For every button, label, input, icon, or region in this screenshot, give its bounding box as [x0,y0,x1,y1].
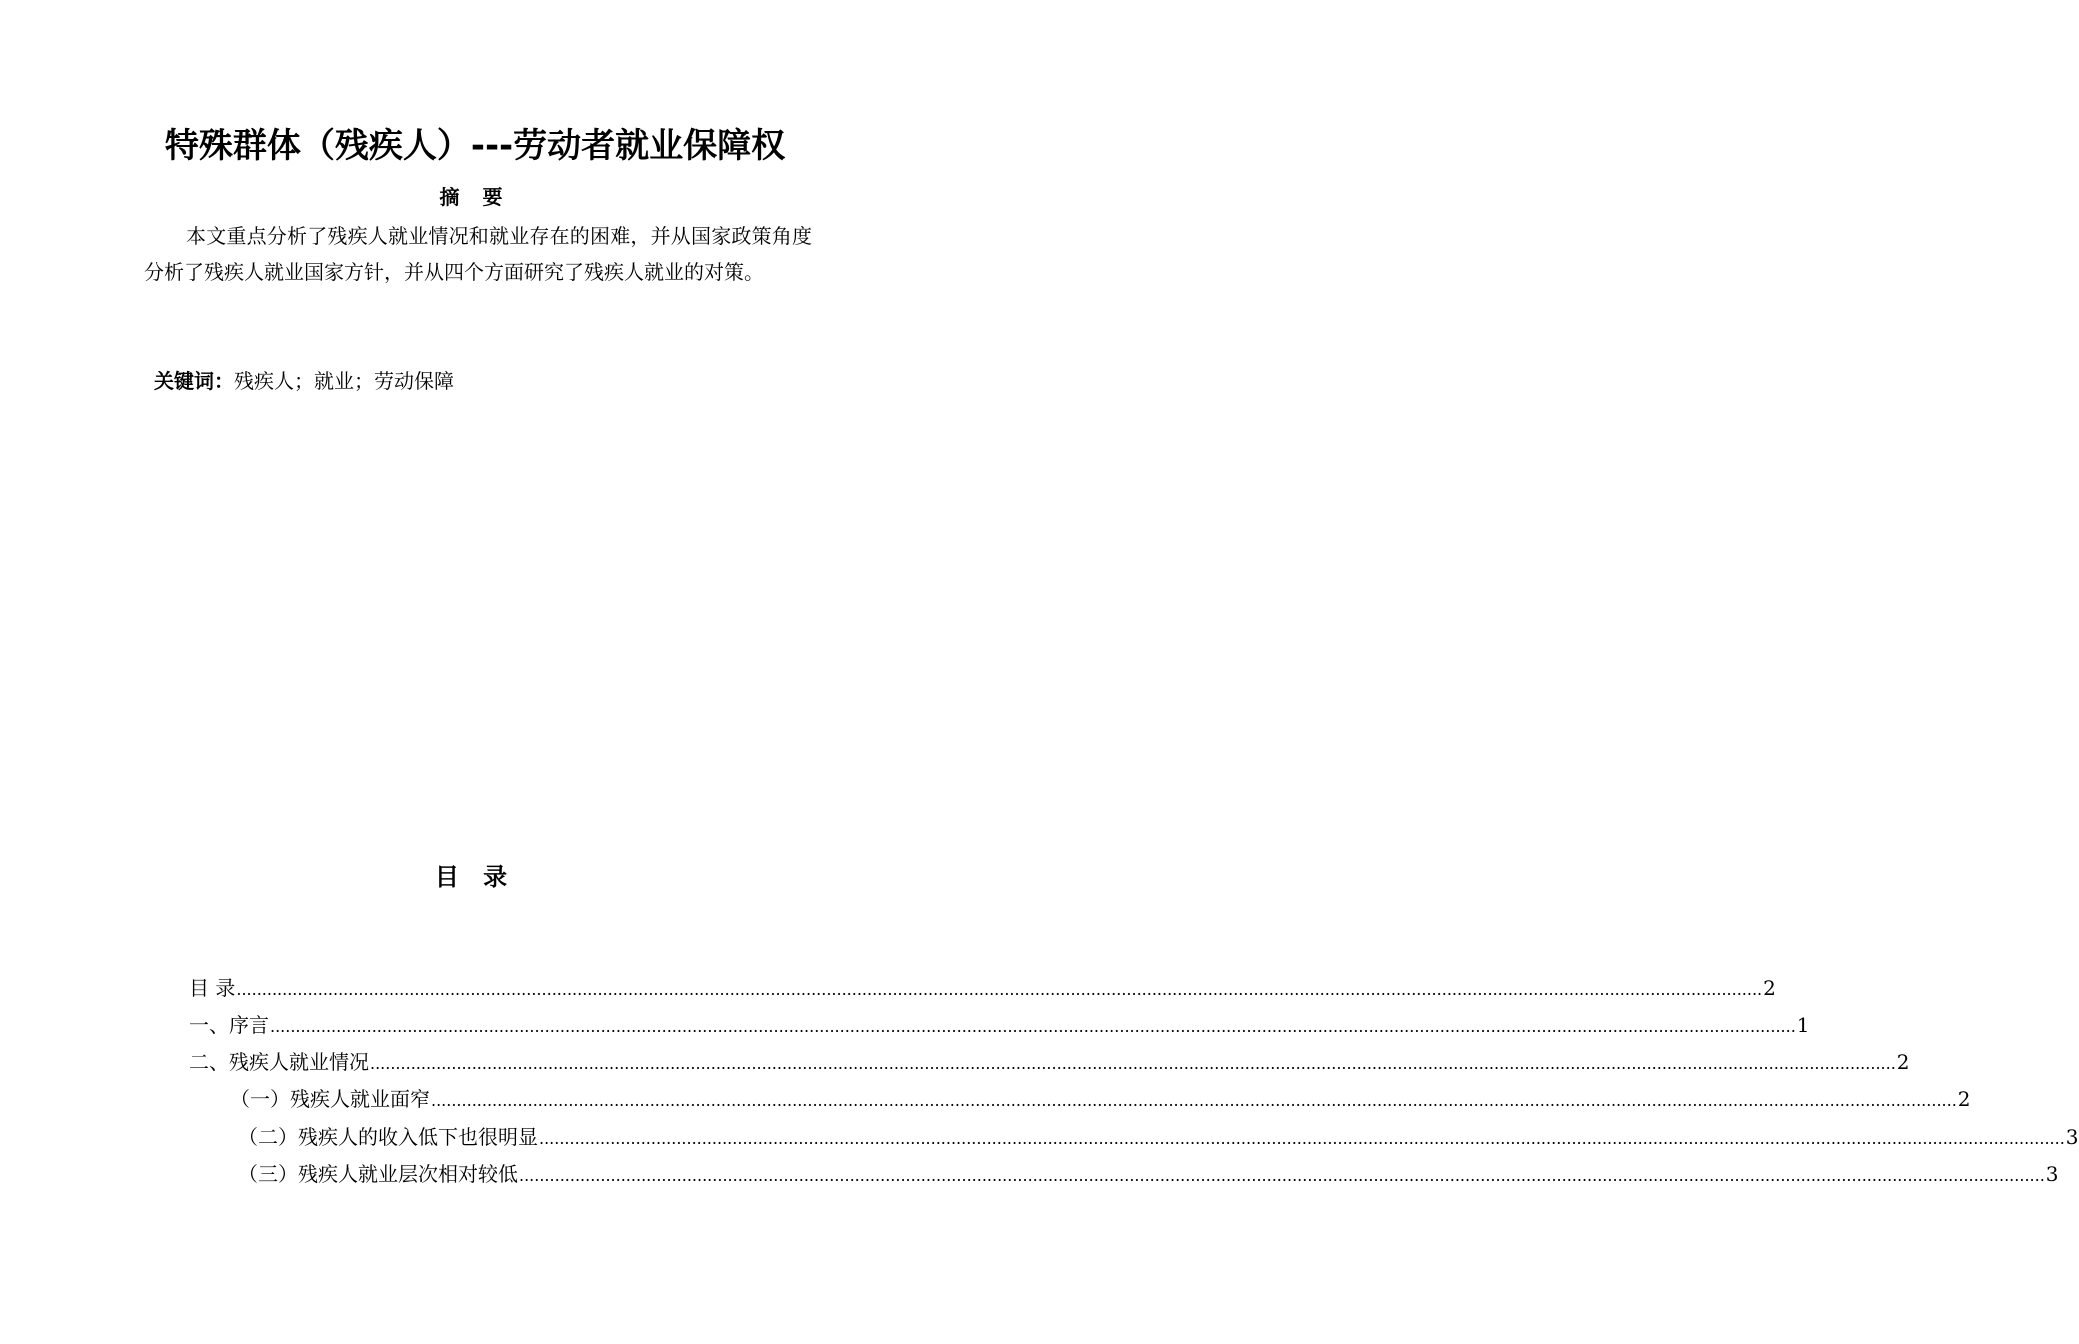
toc-entry[interactable] [230,1083,1971,1115]
toc-entry[interactable] [189,972,1776,1004]
toc-heading: 目 录 [434,862,516,891]
toc-entry-page: 3 [2065,1125,2079,1149]
toc-entry-title: 目 录 [189,976,236,1000]
toc-leader-dots: ............................................................................................................................................................................................................................................................................................................ [370,1054,1896,1073]
toc-entry-page: 2 [1763,976,1776,1000]
toc-entry[interactable] [238,1121,2079,1153]
toc-entry[interactable] [189,1046,1910,1078]
toc-entry-page: 1 [1796,1013,1810,1037]
toc-entry-page: 2 [1896,1050,1910,1074]
abstract-heading: 摘 要 [439,185,511,209]
toc-entry-page: 2 [1957,1087,1971,1111]
toc-entry-title: 二、残疾人就业情况 [189,1050,369,1074]
toc-leader-dots: ............................................................................................................................................................................................................................................................................................................ [539,1129,2065,1148]
toc-leader-dots: ............................................................................................................................................................................................................................................................................................................ [270,1017,1796,1036]
toc-leader-dots: ............................................................................................................................................................................................................................................................................................................ [519,1166,2045,1185]
toc-entry-page: 3 [2045,1162,2059,1186]
abstract-text: 本文重点分析了残疾人就业情况和就业存在的困难，并从国家政策角度分析了残疾人就业国家方针，并从四个方面研究了残疾人就业的对策。 [144,224,812,284]
toc-entry[interactable] [238,1158,2059,1190]
toc-entry-title: （三）残疾人就业层次相对较低 [238,1162,518,1186]
toc-entry-title: （二）残疾人的收入低下也很明显 [238,1125,538,1149]
keywords-label: 关键词： [154,369,234,393]
toc-leader-dots: ............................................................................................................................................................................................................................................................................................................ [236,980,1763,999]
toc-leader-dots: ............................................................................................................................................................................................................................................................................................................ [431,1091,1957,1110]
keywords-value: 残疾人；就业；劳动保障 [234,369,454,393]
document-title: 特殊群体（残疾人）---劳动者就业保障权 [164,126,786,166]
toc-entry-title: 一、序言 [189,1013,269,1037]
keywords-line [154,365,454,394]
toc-entry[interactable] [189,1009,1810,1041]
toc-entry-title: （一）残疾人就业面窄 [230,1087,430,1111]
